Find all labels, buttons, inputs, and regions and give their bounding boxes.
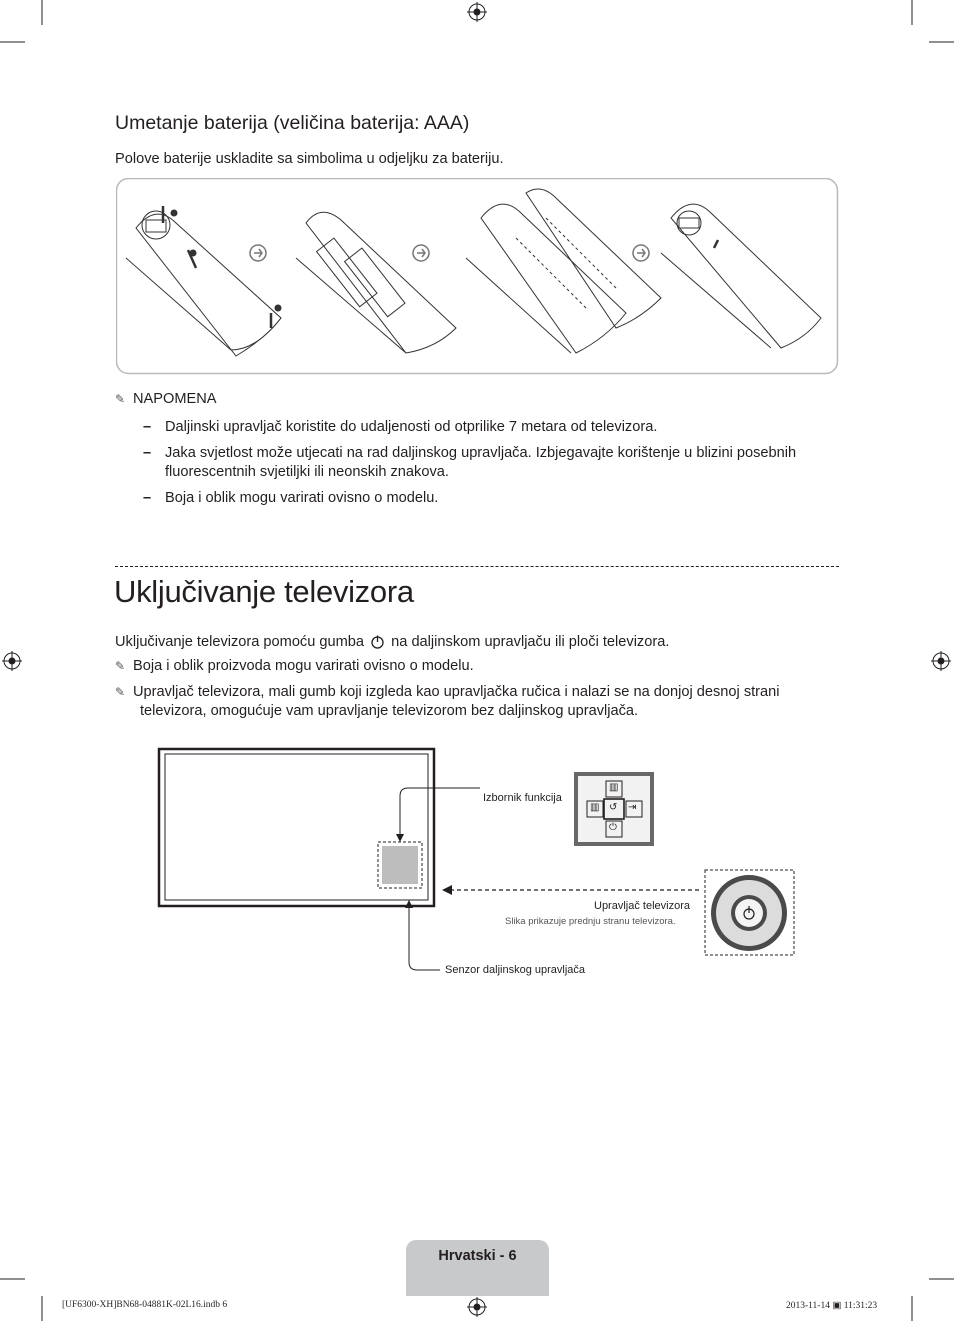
pencil-icon: ✎ <box>115 685 126 699</box>
power-intro-text: Uključivanje televizora pomoću gumba <box>115 634 365 650</box>
note-heading-label: NAPOMENA <box>133 391 217 407</box>
tv-diagram <box>150 740 810 990</box>
power-off-icon: ⏻ <box>609 822 617 833</box>
source-icon: ⇥ <box>628 802 637 813</box>
menu-icon: ▥ <box>609 782 619 793</box>
dash-bullet: – <box>143 490 152 506</box>
note-item <box>143 444 796 463</box>
dash-bullet: – <box>143 445 152 461</box>
print-file-info: [UF6300-XH]BN68-04881K-02L16.indb 6 <box>62 1300 228 1310</box>
power-intro <box>115 633 669 655</box>
pencil-icon: ✎ <box>115 392 126 406</box>
battery-illustration <box>116 178 839 375</box>
controller-caption: Slika prikazuje prednju stranu televizora. <box>505 916 676 927</box>
note-item <box>143 489 438 508</box>
print-timestamp: 2013-11-14 ▣ 11:31:23 <box>786 1301 878 1311</box>
battery-instruction: Polove baterije uskladite sa simbolima u odjeljku za bateriju. <box>115 151 504 167</box>
pencil-icon: ✎ <box>115 659 126 673</box>
function-menu-label: Izbornik funkcija <box>483 792 562 804</box>
power-note <box>115 683 780 702</box>
note-item <box>143 418 657 437</box>
power-note-text: Upravljač televizora, mali gumb koji izgleda kao upravljačka ručica i nalazi se na donjoj desnoj strani <box>133 684 780 700</box>
registration-target-icon <box>467 2 487 22</box>
note-item-text: Boja i oblik mogu varirati ovisno o modelu. <box>165 490 439 506</box>
note-item-text: Jaka svjetlost može utjecati na rad daljinskog upravljača. Izbjegavajte korištenje u blizini posebnih <box>165 445 797 461</box>
power-icon <box>370 634 385 655</box>
note-heading <box>115 390 217 409</box>
power-note-text: Boja i oblik proizvoda mogu varirati ovisno o modelu. <box>133 658 474 674</box>
page-number: Hrvatski - 6 <box>438 1248 517 1264</box>
power-intro-text: na daljinskom upravljaču ili ploči televizora. <box>391 634 670 650</box>
section-title-power: Uključivanje televizora <box>114 574 414 609</box>
note-item-continuation: fluorescentnih svjetiljki ili neonskih znakova. <box>165 464 449 480</box>
return-icon: ↺ <box>609 802 618 813</box>
dash-bullet: – <box>143 419 152 435</box>
page-number-tab <box>406 1240 549 1296</box>
note-item-text: Daljinski upravljač koristite do udaljenosti od otprilike 7 metara od televizora. <box>165 419 658 435</box>
grid-icon: ▥ <box>590 802 600 813</box>
power-note <box>115 657 474 676</box>
power-note-continuation: televizora, omogućuje vam upravljanje televizorom bez daljinskog upravljača. <box>140 703 639 719</box>
section-title-battery: Umetanje baterija (veličina baterija: AAA) <box>115 112 470 134</box>
controller-label: Upravljač televizora <box>594 900 690 912</box>
section-divider <box>115 566 839 567</box>
sensor-label: Senzor daljinskog upravljača <box>445 964 586 976</box>
